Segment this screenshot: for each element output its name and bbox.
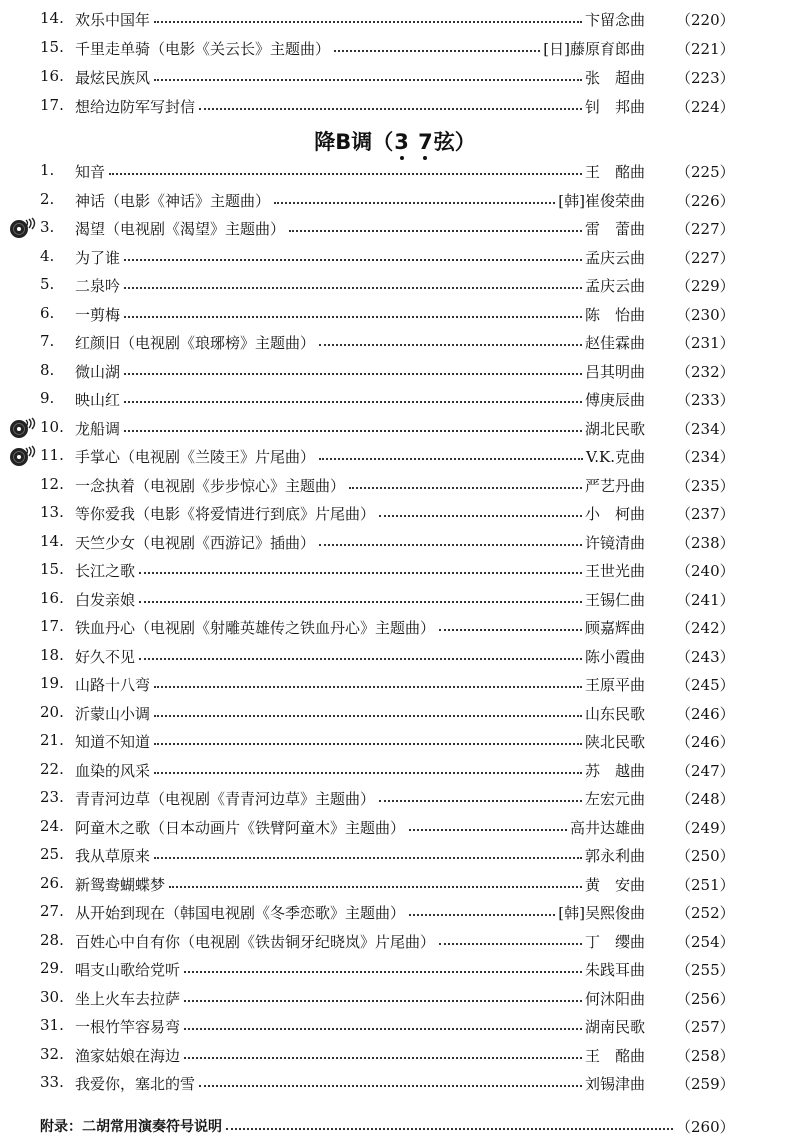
- leader-dots: [439, 943, 582, 945]
- toc-entry[interactable]: [0, 330, 790, 354]
- entry-page: （251）: [676, 875, 735, 894]
- entry-number: 25.: [40, 845, 64, 863]
- entry-number: 7.: [40, 332, 55, 350]
- entry-page: （223）: [676, 69, 735, 87]
- entry-composer: 王锡仁曲: [584, 590, 645, 609]
- entry-title: 一根竹竿容易弯: [75, 1018, 181, 1036]
- entry-title: 渔家姑娘在海边: [75, 1046, 181, 1065]
- entry-number: 19.: [40, 674, 64, 692]
- toc-entry[interactable]: [0, 7, 790, 31]
- entry-number: 22.: [40, 759, 64, 778]
- entry-title: 血染的风采: [75, 761, 151, 780]
- leader-dots: [154, 21, 582, 23]
- entry-number: 24.: [40, 816, 64, 835]
- entry-number: 31.: [40, 1016, 64, 1034]
- entry-number: 4.: [40, 246, 55, 265]
- entry-composer: 吕其明曲: [584, 362, 645, 381]
- entry-composer: 刘锡津曲: [584, 1075, 645, 1093]
- entry-title: 龙船调: [75, 419, 121, 438]
- toc-entry[interactable]: [0, 216, 790, 240]
- entry-title: 为了谁: [75, 248, 121, 267]
- entry-number: 20.: [40, 702, 64, 721]
- entry-composer: 陕北民歌: [584, 733, 645, 751]
- toc-entry[interactable]: [0, 957, 790, 981]
- entry-page: （233）: [676, 391, 735, 409]
- entry-composer: 王 酩曲: [584, 1046, 645, 1065]
- entry-page: （238）: [676, 533, 735, 552]
- toc-entry[interactable]: [0, 929, 790, 953]
- toc-entry[interactable]: [0, 758, 790, 782]
- toc-entry[interactable]: [0, 587, 790, 611]
- entry-number: 17.: [40, 96, 64, 114]
- leader-dots: [184, 1028, 582, 1030]
- leader-dots: [124, 373, 582, 375]
- entry-title: 微山湖: [75, 362, 121, 381]
- entry-title: 沂蒙山小调: [75, 704, 151, 723]
- entry-number: 12.: [40, 474, 64, 493]
- entry-number: 1.: [40, 161, 55, 179]
- leader-dots: [154, 857, 582, 859]
- entry-title: 坐上火车去拉萨: [75, 989, 181, 1008]
- audio-disc-icon: [8, 417, 38, 439]
- entry-page: （255）: [676, 961, 735, 979]
- entry-title: 千里走单骑（电影《关云长》主题曲）: [75, 40, 331, 58]
- leader-dots: [199, 108, 582, 110]
- entry-title: 百姓心中自有你（电视剧《铁齿铜牙纪晓岚》片尾曲）: [75, 932, 436, 951]
- entry-composer: 何沐阳曲: [584, 989, 645, 1008]
- entry-title: 铁血丹心（电视剧《射雕英雄传之铁血丹心》主题曲）: [75, 619, 436, 637]
- entry-number: 15.: [40, 38, 64, 56]
- entry-title: 二泉吟: [75, 277, 121, 295]
- appendix-entry[interactable]: [0, 1114, 790, 1138]
- entry-title: 长江之歌: [75, 562, 136, 580]
- entry-composer: [韩]崔俊荣曲: [558, 191, 645, 210]
- leader-dots: [439, 629, 582, 631]
- toc-entry[interactable]: [0, 359, 790, 383]
- leader-dots: [199, 1085, 582, 1087]
- toc-entry[interactable]: [0, 387, 790, 411]
- entry-composer: 山东民歌: [584, 704, 645, 723]
- entry-title: 神话（电影《神话》主题曲）: [75, 191, 271, 210]
- leader-dots: [154, 743, 582, 745]
- leader-dots: [409, 914, 555, 916]
- entry-number: 28.: [40, 930, 64, 949]
- leader-dots: [319, 344, 582, 346]
- entry-page: （245）: [676, 676, 735, 694]
- entry-composer: 王 酩曲: [584, 163, 645, 181]
- entry-page: （230）: [676, 305, 735, 324]
- entry-title: 我爱你，塞北的雪: [75, 1075, 196, 1093]
- toc-entry[interactable]: [0, 1071, 790, 1095]
- entry-number: 29.: [40, 959, 64, 977]
- entry-number: 33.: [40, 1073, 64, 1091]
- entry-number: 3.: [40, 218, 55, 236]
- entry-number: 13.: [40, 503, 64, 521]
- entry-number: 16.: [40, 67, 64, 85]
- entry-page: （220）: [676, 11, 735, 29]
- entry-number: 23.: [40, 788, 64, 806]
- entry-title: 好久不见: [75, 647, 136, 666]
- leader-dots: [139, 658, 582, 660]
- leader-dots: [379, 515, 582, 517]
- entry-title: 一念执着（电视剧《步步惊心》主题曲）: [75, 476, 346, 495]
- section-heading-note-1: 3: [394, 130, 409, 154]
- entry-number: 10.: [40, 417, 64, 436]
- toc-entry[interactable]: [0, 1043, 790, 1067]
- entry-composer: 钊 邦曲: [584, 98, 645, 116]
- entry-title: 最炫民族风: [75, 69, 151, 87]
- toc-entry[interactable]: [0, 94, 790, 118]
- leader-dots: [154, 715, 582, 717]
- entry-title: 想给边防军写封信: [75, 98, 196, 116]
- entry-page: （258）: [676, 1046, 735, 1065]
- audio-disc-icon: [8, 217, 38, 239]
- section-heading: [0, 126, 790, 158]
- leader-dots: [349, 487, 582, 489]
- entry-title: 映山红: [75, 391, 121, 409]
- toc-entry[interactable]: [0, 65, 790, 89]
- appendix-page: （260）: [676, 1118, 735, 1136]
- leader-dots: [226, 1128, 673, 1130]
- entry-composer: 卞留念曲: [584, 11, 645, 29]
- leader-dots: [409, 829, 567, 831]
- entry-number: 26.: [40, 873, 64, 892]
- entry-title: 等你爱我（电影《将爱情进行到底》片尾曲）: [75, 505, 376, 523]
- entry-page: （256）: [676, 989, 735, 1008]
- entry-page: （250）: [676, 847, 735, 865]
- entry-title: 红颜旧（电视剧《琅琊榜》主题曲）: [75, 334, 316, 352]
- entry-number: 15.: [40, 560, 64, 578]
- entry-page: （246）: [676, 704, 735, 723]
- toc-entry[interactable]: [0, 558, 790, 582]
- entry-composer: 赵佳霖曲: [584, 334, 645, 352]
- entry-composer: 苏 越曲: [584, 761, 645, 780]
- entry-composer: 小 柯曲: [584, 505, 645, 523]
- entry-composer: 傅庚辰曲: [584, 391, 645, 409]
- entry-page: （237）: [676, 505, 735, 523]
- entry-composer: 湖北民歌: [584, 419, 645, 438]
- entry-page: （249）: [676, 818, 735, 837]
- toc-entry[interactable]: [0, 843, 790, 867]
- entry-composer: [韩]吴熙俊曲: [558, 904, 645, 922]
- entry-title: 天竺少女（电视剧《西游记》插曲）: [75, 533, 316, 552]
- entry-page: （227）: [676, 220, 735, 238]
- toc-entry[interactable]: [0, 786, 790, 810]
- entry-page: （259）: [676, 1075, 735, 1093]
- entry-page: （232）: [676, 362, 735, 381]
- entry-title: 青青河边草（电视剧《青青河边草》主题曲）: [75, 790, 376, 808]
- entry-composer: 王原平曲: [584, 676, 645, 694]
- leader-dots: [154, 686, 582, 688]
- entry-page: （227）: [676, 248, 735, 267]
- leader-dots: [139, 601, 582, 603]
- entry-composer: 张 超曲: [584, 69, 645, 87]
- entry-number: 2.: [40, 189, 55, 208]
- leader-dots: [184, 1000, 582, 1002]
- toc-entry[interactable]: [0, 1014, 790, 1038]
- entry-number: 32.: [40, 1044, 64, 1063]
- entry-number: 21.: [40, 731, 64, 749]
- leader-dots: [184, 971, 582, 973]
- entry-composer: 顾嘉辉曲: [584, 619, 645, 637]
- leader-dots: [274, 202, 555, 204]
- entry-number: 5.: [40, 275, 55, 293]
- entry-number: 18.: [40, 645, 64, 664]
- entry-page: （241）: [676, 590, 735, 609]
- entry-page: （234）: [676, 419, 735, 438]
- leader-dots: [319, 544, 582, 546]
- entry-composer: 许镜清曲: [584, 533, 645, 552]
- leader-dots: [334, 50, 540, 52]
- toc-entry[interactable]: [0, 473, 790, 497]
- entry-composer: 严艺丹曲: [584, 476, 645, 495]
- entry-title: 白发亲娘: [75, 590, 136, 609]
- toc-entry[interactable]: [0, 701, 790, 725]
- entry-number: 14.: [40, 531, 64, 550]
- section-heading-suffix: 弦）: [433, 130, 476, 154]
- toc-entry[interactable]: [0, 672, 790, 696]
- entry-composer: V.K.克曲: [586, 448, 645, 466]
- entry-number: 8.: [40, 360, 55, 379]
- entry-title: 知音: [75, 163, 106, 181]
- entry-page: （254）: [676, 932, 735, 951]
- leader-dots: [154, 79, 582, 81]
- entry-number: 14.: [40, 9, 64, 27]
- entry-page: （242）: [676, 619, 735, 637]
- toc-entry[interactable]: [0, 188, 790, 212]
- entry-composer: 陈小霞曲: [584, 647, 645, 666]
- entry-title: 手掌心（电视剧《兰陵王》片尾曲）: [75, 448, 316, 466]
- leader-dots: [124, 287, 582, 289]
- entry-number: 17.: [40, 617, 64, 635]
- entry-number: 30.: [40, 987, 64, 1006]
- entry-page: （246）: [676, 733, 735, 751]
- leader-dots: [124, 259, 582, 261]
- toc-entry[interactable]: [0, 416, 790, 440]
- entry-page: （226）: [676, 191, 735, 210]
- entry-composer: [日]藤原育郎曲: [543, 40, 645, 58]
- entry-title: 新鸳鸯蝴蝶梦: [75, 875, 166, 894]
- entry-number: 11.: [40, 446, 64, 464]
- entry-title: 一剪梅: [75, 305, 121, 324]
- entry-composer: 高井达雄曲: [569, 818, 645, 837]
- entry-title: 山路十八弯: [75, 676, 151, 694]
- section-heading-note-2: 7: [418, 130, 433, 154]
- entry-title: 知道不知道: [75, 733, 151, 751]
- toc-entry[interactable]: [0, 815, 790, 839]
- entry-page: （231）: [676, 334, 735, 352]
- entry-page: （234）: [676, 448, 735, 466]
- leader-dots: [109, 173, 582, 175]
- leader-dots: [124, 430, 582, 432]
- toc-entry[interactable]: [0, 644, 790, 668]
- entry-composer: 孟庆云曲: [584, 248, 645, 267]
- entry-title: 我从草原来: [75, 847, 151, 865]
- entry-composer: 湖南民歌: [584, 1018, 645, 1036]
- entry-number: 9.: [40, 389, 55, 407]
- appendix-title: 附录：二胡常用演奏符号说明: [40, 1119, 222, 1135]
- entry-page: （235）: [676, 476, 735, 495]
- leader-dots: [379, 800, 582, 802]
- entry-composer: 雷 蕾曲: [584, 220, 645, 238]
- leader-dots: [139, 572, 582, 574]
- toc-entry[interactable]: [0, 729, 790, 753]
- entry-composer: 陈 怡曲: [584, 305, 645, 324]
- entry-page: （248）: [676, 790, 735, 808]
- entry-title: 阿童木之歌（日本动画片《铁臂阿童木》主题曲）: [75, 818, 406, 837]
- toc-entry[interactable]: [0, 245, 790, 269]
- leader-dots: [289, 230, 582, 232]
- toc-entry[interactable]: [0, 872, 790, 896]
- entry-page: （224）: [676, 98, 735, 116]
- section-heading-prefix: 降B调（: [314, 130, 394, 154]
- audio-disc-icon: [8, 445, 38, 467]
- entry-title: 渴望（电视剧《渴望》主题曲）: [75, 220, 286, 238]
- entry-composer: 郭永利曲: [584, 847, 645, 865]
- leader-dots: [124, 316, 582, 318]
- leader-dots: [154, 772, 582, 774]
- leader-dots: [319, 458, 583, 460]
- leader-dots: [124, 401, 582, 403]
- entry-composer: 丁 缨曲: [584, 932, 645, 951]
- leader-dots: [169, 886, 582, 888]
- entry-page: （240）: [676, 562, 735, 580]
- entry-page: （229）: [676, 277, 735, 295]
- entry-composer: 王世光曲: [584, 562, 645, 580]
- entry-page: （221）: [676, 40, 735, 58]
- toc-entry[interactable]: [0, 986, 790, 1010]
- toc-entry[interactable]: [0, 302, 790, 326]
- entry-composer: 朱践耳曲: [584, 961, 645, 979]
- toc-entry[interactable]: [0, 444, 790, 468]
- entry-page: （247）: [676, 761, 735, 780]
- toc-entry[interactable]: [0, 36, 790, 60]
- entry-title: 欢乐中国年: [75, 11, 151, 29]
- entry-title: 唱支山歌给党听: [75, 961, 181, 979]
- entry-page: （252）: [676, 904, 735, 922]
- entry-number: 16.: [40, 588, 64, 607]
- entry-composer: 孟庆云曲: [584, 277, 645, 295]
- toc-entry[interactable]: [0, 501, 790, 525]
- entry-composer: 左宏元曲: [584, 790, 645, 808]
- leader-dots: [184, 1057, 582, 1059]
- toc-entry[interactable]: [0, 273, 790, 297]
- toc-entry[interactable]: [0, 159, 790, 183]
- toc-entry[interactable]: [0, 900, 790, 924]
- entry-number: 27.: [40, 902, 64, 920]
- entry-title: 从开始到现在（韩国电视剧《冬季恋歌》主题曲）: [75, 904, 406, 922]
- entry-page: （257）: [676, 1018, 735, 1036]
- entry-composer: 黄 安曲: [584, 875, 645, 894]
- entry-number: 6.: [40, 303, 55, 322]
- toc-entry[interactable]: [0, 530, 790, 554]
- entry-page: （243）: [676, 647, 735, 666]
- entry-page: （225）: [676, 163, 735, 181]
- toc-entry[interactable]: [0, 615, 790, 639]
